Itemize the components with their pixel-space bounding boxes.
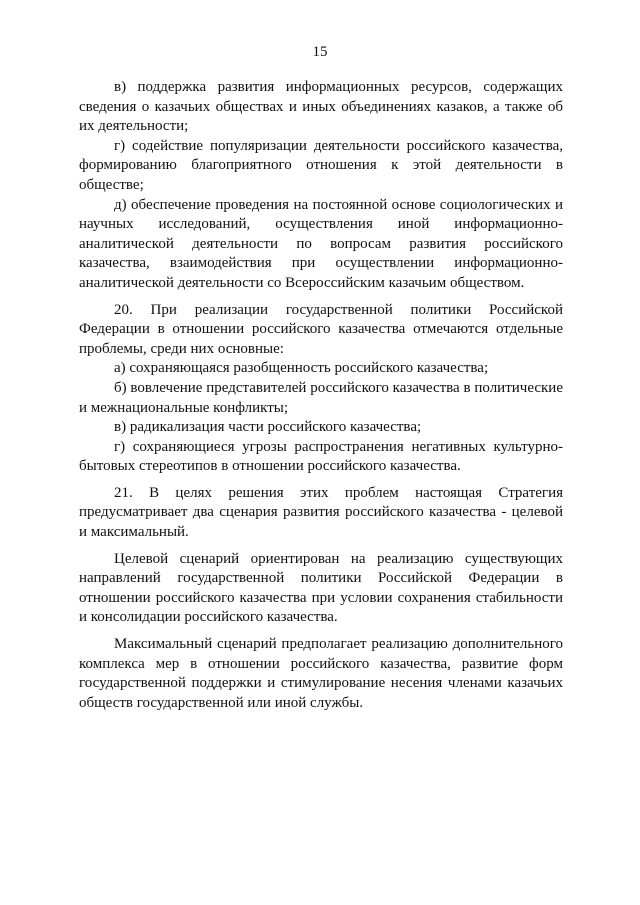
body-text xyxy=(79,78,563,713)
paragraph-g-popularization: г) содействие популяризации деятельности российского казачества, формированию благоприятного отношения к этой деятельности в обществе; xyxy=(79,137,563,193)
paragraph-v-information-resources: в) поддержка развития информационных ресурсов, содержащих сведения о казачьих обществах и иных объединениях казаков, а также об их деятельности; xyxy=(79,79,563,135)
paragraph-a-disunity: а) сохраняющаяся разобщенность российского казачества; xyxy=(114,360,489,377)
paragraph-21-scenarios: 21. В целях решения этих проблем настоящая Стратегия предусматривает два сценария развития российского казачества - целевой и максимальный. xyxy=(79,484,563,541)
paragraph-maximum-scenario: Максимальный сценарий предполагает реализацию дополнительного комплекса мер в отношении российского казачества, развитие форм государственной поддержки и стимулирование несения членами казачьих обществ государственной или иной службы. xyxy=(79,636,563,711)
paragraph-target-scenario: Целевой сценарий ориентирован на реализацию существующих направлений государственной политики Российской Федерации в отношении российского казачества при условии сохранения стабильности и консолидации российского казачества. xyxy=(79,550,563,626)
paragraph-v-radicalization: в) радикализация части российского казачества; xyxy=(114,419,422,436)
page-number: 15 xyxy=(312,44,328,60)
paragraph-b-conflicts: б) вовлечение представителей российского казачества в политические и межнациональные конфликты; xyxy=(79,379,563,416)
paragraph-g-stereotypes: г) сохраняющиеся угрозы распространения негативных культурно-бытовых стереотипов в отношении российского казачества. xyxy=(79,438,563,475)
paragraph-20-problems: 20. При реализации государственной политики Российской Федерации в отношении российского казачества отмечаются отдельные проблемы, среди них основные: xyxy=(79,301,563,357)
paragraph-d-research: д) обеспечение проведения на постоянной основе социологических и научных исследований, осуществления иной информационно-аналитической деятельности по вопросам развития российского казачества, взаимодействия при осуществлении информационно-аналитической деятельности со Всероссийским казачьим обществом. xyxy=(79,196,563,291)
